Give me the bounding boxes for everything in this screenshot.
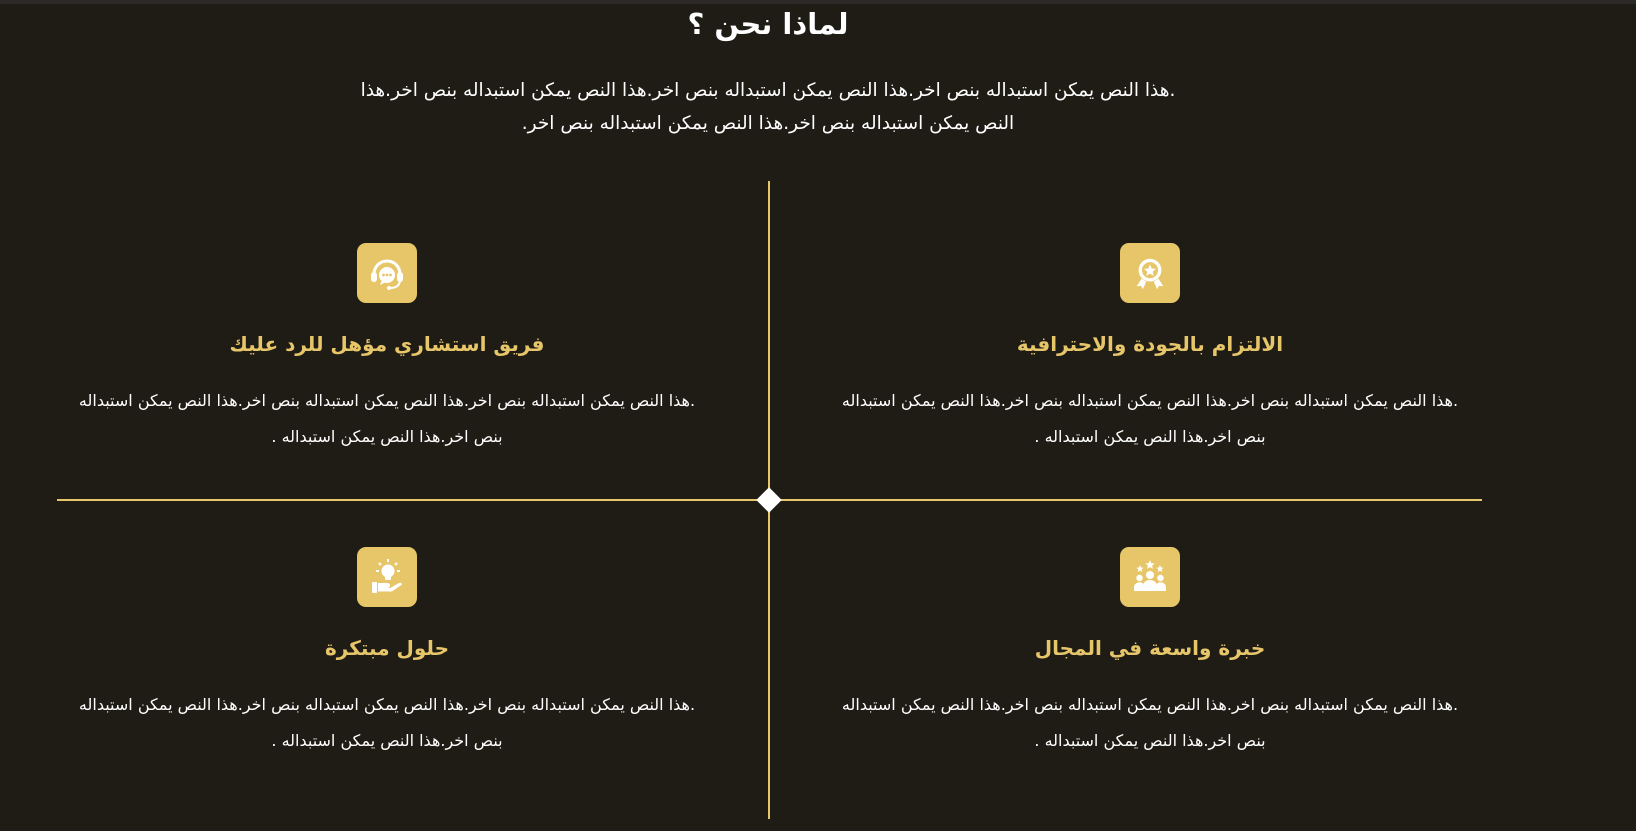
feature-text: .هذا النص يمكن استبداله بنص اخر.هذا النص يمكن استبداله بنص اخر.هذا النص يمكن استبداله بنص اخر.هذا النص يمكن استبداله . [841,391,1459,446]
feature-title: فريق استشاري مؤهل للرد عليك [229,332,545,356]
idea-hand-icon [357,547,417,607]
feature-text: .هذا النص يمكن استبداله بنص اخر.هذا النص يمكن استبداله بنص اخر.هذا النص يمكن استبداله بنص اخر.هذا النص يمكن استبداله . [78,391,696,446]
feature-text: .هذا النص يمكن استبداله بنص اخر.هذا النص يمكن استبداله بنص اخر.هذا النص يمكن استبداله بنص اخر.هذا النص يمكن استبداله . [841,695,1459,750]
feature-card-quality [820,243,1480,463]
feature-card-consulting [57,243,717,463]
feature-title: حلول مبتكرة [324,636,450,660]
section-intro: .هذا النص يمكن استبداله بنص اخر.هذا النص يمكن استبداله بنص اخر.هذا النص يمكن استبداله بنص اخر.هذا النص يمكن استبداله بنص اخر.هذا النص يمكن استبداله بنص اخر. [360,80,1176,134]
team-stars-icon [1120,547,1180,607]
award-badge-icon [1120,243,1180,303]
feature-text: .هذا النص يمكن استبداله بنص اخر.هذا النص يمكن استبداله بنص اخر.هذا النص يمكن استبداله بنص اخر.هذا النص يمكن استبداله . [78,695,696,750]
feature-card-innovation [57,547,717,767]
section-title: لماذا نحن ؟ [687,7,849,41]
support-agent-icon [357,243,417,303]
feature-title: الالتزام بالجودة والاحترافية [1016,332,1284,356]
feature-title: خبرة واسعة في المجال [1034,636,1266,660]
center-diamond [756,487,781,512]
feature-card-experience [820,547,1480,767]
